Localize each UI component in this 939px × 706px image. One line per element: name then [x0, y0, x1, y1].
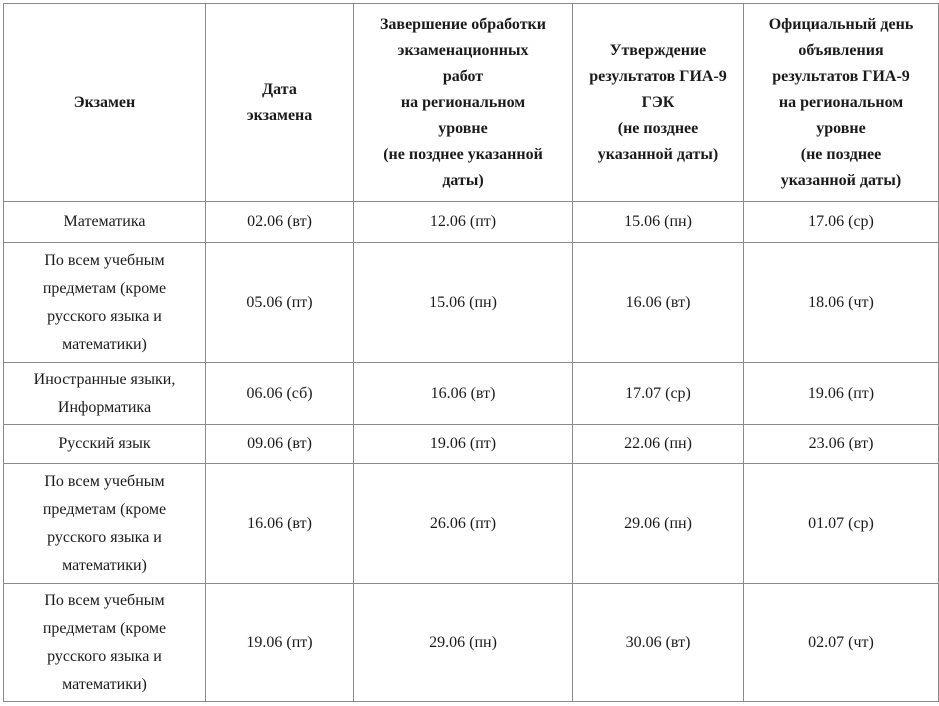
cell-exam: Русский язык: [4, 425, 206, 464]
cell-results-announcement: 02.07 (чт): [744, 584, 939, 702]
cell-exam-date: 02.06 (вт): [206, 202, 354, 243]
cell-processing-end: 15.06 (пн): [354, 243, 573, 363]
cell-exam: Иностранные языки, Информатика: [4, 363, 206, 425]
table-row: [4, 464, 939, 584]
cell-results-announcement: 01.07 (ср): [744, 464, 939, 584]
cell-results-approval: 30.06 (вт): [573, 584, 744, 702]
cell-results-approval: 15.06 (пн): [573, 202, 744, 243]
cell-exam: Математика: [4, 202, 206, 243]
cell-exam: По всем учебным предметам (кроме русского языка и математики): [4, 584, 206, 702]
header-results-announcement: Официальный день объявления результатов ГИА-9 на региональном уровне (не позднее указанной даты): [744, 4, 939, 202]
cell-processing-end: 16.06 (вт): [354, 363, 573, 425]
cell-results-approval: 29.06 (пн): [573, 464, 744, 584]
table-row: [4, 363, 939, 425]
cell-processing-end: 19.06 (пт): [354, 425, 573, 464]
cell-exam-date: 09.06 (вт): [206, 425, 354, 464]
cell-results-announcement: 19.06 (пт): [744, 363, 939, 425]
cell-exam-date: 16.06 (вт): [206, 464, 354, 584]
gia9-schedule-table: [3, 3, 939, 702]
cell-processing-end: 26.06 (пт): [354, 464, 573, 584]
cell-exam: По всем учебным предметам (кроме русского языка и математики): [4, 464, 206, 584]
cell-results-approval: 22.06 (пн): [573, 425, 744, 464]
cell-exam-date: 19.06 (пт): [206, 584, 354, 702]
cell-exam-date: 05.06 (пт): [206, 243, 354, 363]
table-row: [4, 202, 939, 243]
header-processing-end: Завершение обработки экзаменационных работ на региональном уровне (не позднее указанной даты): [354, 4, 573, 202]
cell-results-approval: 17.07 (ср): [573, 363, 744, 425]
cell-results-announcement: 23.06 (вт): [744, 425, 939, 464]
header-results-approval: Утверждение результатов ГИА-9 ГЭК (не позднее указанной даты): [573, 4, 744, 202]
table-row: [4, 243, 939, 363]
cell-processing-end: 12.06 (пт): [354, 202, 573, 243]
header-exam-date: Дата экзамена: [206, 4, 354, 202]
table-row: [4, 584, 939, 702]
cell-processing-end: 29.06 (пн): [354, 584, 573, 702]
header-row: [4, 4, 939, 202]
cell-exam: По всем учебным предметам (кроме русского языка и математики): [4, 243, 206, 363]
table-row: [4, 425, 939, 464]
cell-results-approval: 16.06 (вт): [573, 243, 744, 363]
cell-results-announcement: 17.06 (ср): [744, 202, 939, 243]
header-exam: Экзамен: [4, 4, 206, 202]
cell-exam-date: 06.06 (сб): [206, 363, 354, 425]
cell-results-announcement: 18.06 (чт): [744, 243, 939, 363]
